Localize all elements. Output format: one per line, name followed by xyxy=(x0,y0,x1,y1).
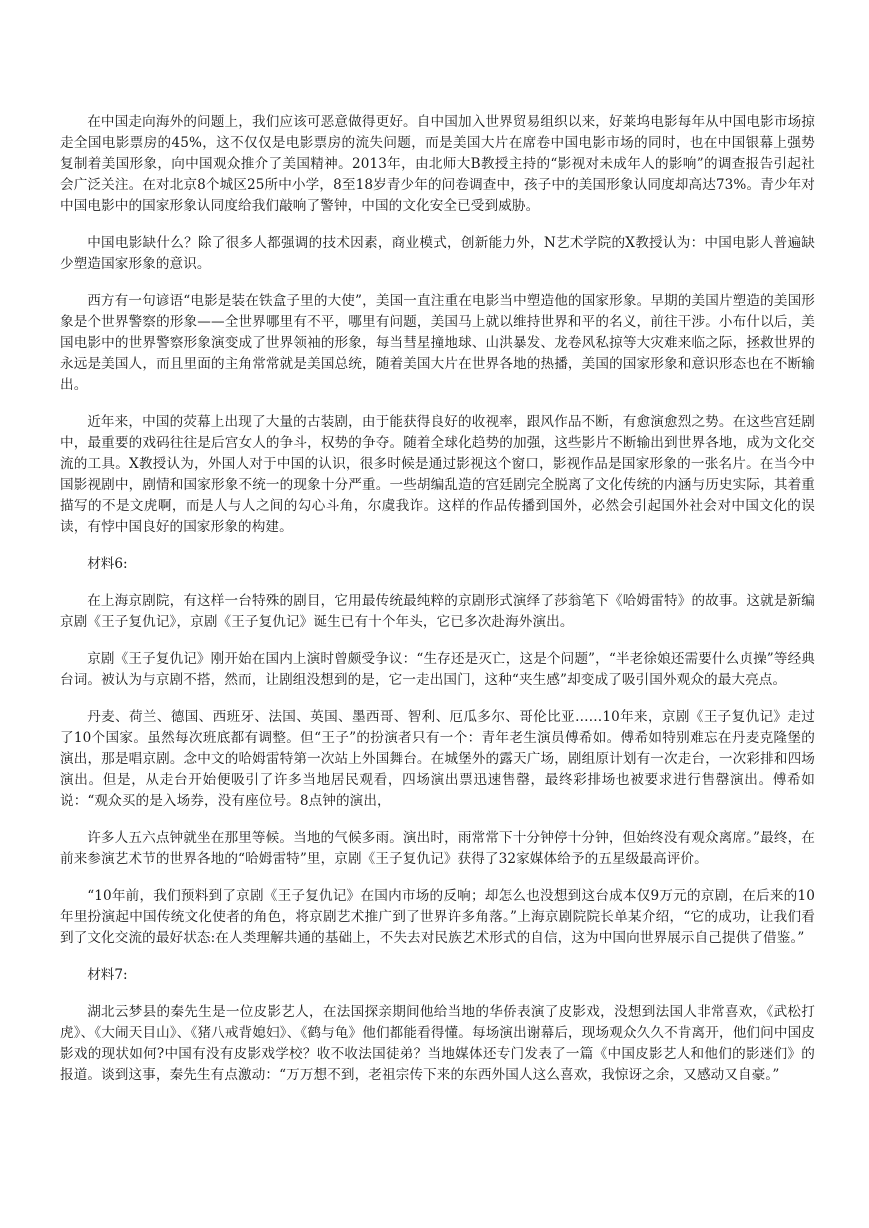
paragraph-director-quote: “10年前，我们预料到了京剧《王子复仇记》在国内市场的反响；却怎么也没想到这台成本仅9万元的京剧，在后来的10年里扮演起中国传统文化使者的角色，将京剧艺术推广到了世界许多角落。”上海京剧院院长单某介绍，“它的成功，让我们看到了文化交流的最好状态:在人类理解共通的基础上，不失去对民族艺术形式的自信，这为中国向世界展示自己提供了借鉴。” xyxy=(60,888,815,946)
paragraph-shadow-puppetry: 湖北云梦县的秦先生是一位皮影艺人，在法国探亲期间他给当地的华侨表演了皮影戏，没想到法国人非常喜欢，《武松打虎》、《大闹天目山》、《猪八戒背媳妇》、《鹤与龟》他们都能看得懂。每场演出谢幕后，现场观众久久不肯离开，他们问中国皮影戏的现状如何?中国有没有皮影戏学校？收不收法国徒弟？当地媒体还专门发表了一篇《中国皮影艺人和他们的影迷们》的报道。谈到这事，秦先生有点激动：“万万想不到，老祖宗传下来的东西外国人这么喜欢，我惊讶之余，又感动又自豪。” xyxy=(60,1004,815,1083)
material-7-heading: 材料7: xyxy=(87,967,128,983)
paragraph-ten-countries: 丹麦、荷兰、德国、西班牙、法国、英国、墨西哥、智利、厄瓜多尔、哥伦比亚……10年来，京剧《王子复仇记》走过了10个国家。虽然每次班底都有调整。但“王子”的扮演者只有一个：青年老生演员傅希如。傅希如特别难忘在丹麦克隆堡的演出，那是唱京剧。念中文的哈姆雷特第一次站上外国舞台。在城堡外的露天广场，剧组原计划有一次走台，一次彩排和四场演出。但是，从走台开始便吸引了许多当地居民观看，四场演出票迅速售罄，最终彩排场也被要求进行售罄演出。傅希如说：“观众买的是入场券，没有座位号。8点钟的演出， xyxy=(60,709,815,809)
paragraph-audience-waiting: 许多人五六点钟就坐在那里等候。当地的气候多雨。演出时，雨常常下十分钟停十分钟，但始终没有观众离席。”最终，在前来参演艺术节的世界各地的“哈姆雷特”里，京剧《王子复仇记》获得了32家媒体给予的五星级最高评价。 xyxy=(60,830,815,867)
paragraph-shanghai-opera: 在上海京剧院，有这样一台特殊的剧目，它用最传统最纯粹的京剧形式演绎了莎翁笔下《哈姆雷特》的故事。这就是新编京剧《王子复仇记》，京剧《王子复仇记》诞生已有十个年头，它已多次赴海外演出。 xyxy=(60,593,815,630)
document-body xyxy=(60,112,815,1102)
paragraph-costume-drama: 近年来，中国的荧幕上出现了大量的古装剧，由于能获得良好的收视率，跟风作品不断，有愈演愈烈之势。在这些宫廷剧中，最重要的戏码往往是后宫女人的争斗，权势的争夺。随着全球化趋势的加强，这些影片不断输出到世界各地，成为文化交流的工具。X教授认为，外国人对于中国的认识，很多时候是通过影视这个窗口，影视作品是国家形象的一张名片。在当今中国影视剧中，剧情和国家形象不统一的现象十分严重。一些胡编乱造的宫廷剧完全脱离了文化传统的内涵与历史实际，其着重描写的不是文虎啊，而是人与人之间的勾心斗角，尔虞我诈。这样的作品传播到国外，必然会引起国外社会对中国文化的误读，有悖中国良好的国家形象的构建。 xyxy=(60,414,815,535)
material-6-heading: 材料6: xyxy=(87,556,128,572)
paragraph-western-proverb: 西方有一句谚语“电影是装在铁盒子里的大使”，美国一直注重在电影当中塑造他的国家形象。早期的美国片塑造的美国形象是个世界警察的形象——全世界哪里有不平，哪里有问题，美国马上就以维持世界和平的名义，前往干涉。小布什以后，美国电影中的世界警察形象演变成了世界领袖的形象，每当彗星撞地球、山洪暴发、龙卷风私掠等大灾难来临之际，拯救世界的永远是美国人，而且里面的主角常常就是美国总统，随着美国大片在世界各地的热播，美国的国家形象和意识形态也在不断输出。 xyxy=(60,293,815,393)
paragraph-film-market: 在中国走向海外的问题上，我们应该可恶意做得更好。自中国加入世界贸易组织以来，好莱坞电影每年从中国电影市场掠走全国电影票房的45%，这不仅仅是电影票房的流失问题，而是美国大片在席卷中国电影市场的同时，也在中国银幕上强势复制着美国形象，向中国观众推介了美国精神。2013年，由北师大B教授主持的“影视对未成年人的影响”的调查报告引起社会广泛关注。在对北京8个城区25所中小学，8至18岁青少年的问卷调查中，孩子中的美国形象认同度却高达73%。青少年对中国电影中的国家形象认同度给我们敲响了警钟，中国的文化安全已受到威胁。 xyxy=(60,114,815,214)
paragraph-what-film-lacks: 中国电影缺什么？除了很多人都强调的技术因素，商业模式，创新能力外，N艺术学院的X教授认为：中国电影人普遍缺少塑造国家形象的意识。 xyxy=(60,235,815,272)
paragraph-controversy: 京剧《王子复仇记》刚开始在国内上演时曾颇受争议：“生存还是灭亡，这是个问题”，“半老徐娘还需要什么贞操”等经典台词。被认为与京剧不搭，然而，让剧组没想到的是，它一走出国门，这种“夹生感”却变成了吸引国外观众的最大亮点。 xyxy=(60,651,815,688)
